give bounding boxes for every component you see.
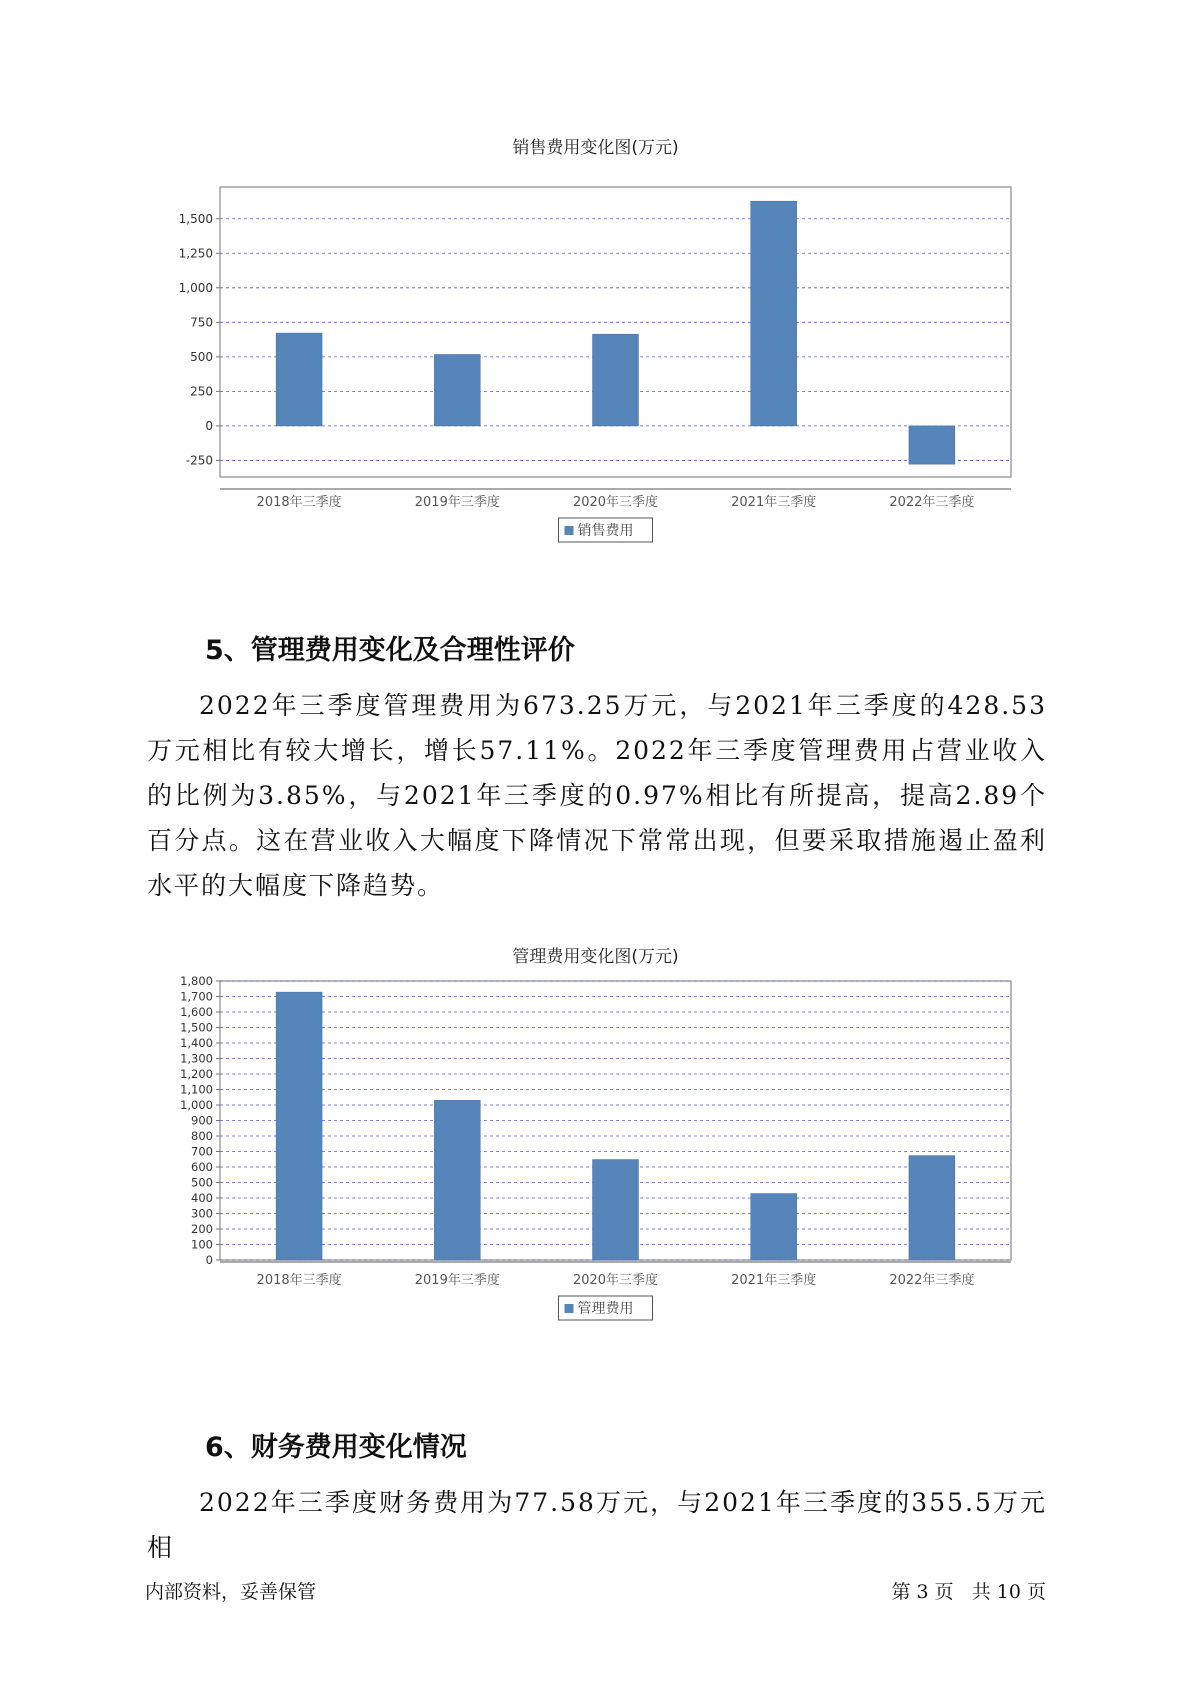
x-tick-label: 2018年三季度 [256,495,342,510]
y-tick-label: 1,800 [180,974,213,988]
x-tick-label: 2021年三季度 [731,495,817,510]
y-tick-label: 1,200 [180,1067,213,1081]
section-5-text: 2022年三季度管理费用为673.25万元，与2021年三季度的428.53万元相比有较大增长，增长57.11%。2022年三季度管理费用占营业收入的比例为3.85%，与2021年三季度的0.97%相比有所提高，提高2.89个百分点。这在营业收入大幅度下降情况下常常出现，但要采取措施遏止盈利水平的大幅度下降趋势。 [147,691,1047,900]
section-5-heading: 5、管理费用变化及合理性评价 [205,635,575,666]
x-tick-label: 2020年三季度 [572,1273,659,1288]
y-tick-label: 1,100 [180,1082,213,1097]
x-tick-label: 2020年三季度 [572,495,659,510]
y-tick-label: 500 [190,349,213,364]
bar [751,201,797,426]
admin-expense-chart [150,973,1030,1403]
section-6-text: 2022年三季度财务费用为77.58万元，与2021年三季度的355.5万元相 [147,1488,1047,1562]
y-tick-label: 1,600 [180,1005,213,1019]
legend [559,1296,653,1320]
y-tick-label: 0 [205,418,213,433]
y-tick-label: 1,500 [178,211,213,226]
y-tick-label: 700 [191,1144,213,1159]
section-6-paragraph [147,1480,1047,1570]
y-tick-label: 0 [205,1253,213,1267]
y-tick-label: 250 [190,384,213,399]
bar [909,426,955,464]
x-tick-label: 2022年三季度 [889,1273,975,1288]
y-tick-label: 600 [191,1160,213,1174]
y-tick-label: 1,400 [180,1036,213,1050]
plot-area [220,187,1011,477]
y-tick-label: 1,000 [178,280,213,295]
x-tick-label: 2018年三季度 [256,1273,342,1288]
y-tick-label: 400 [191,1191,213,1205]
bar [593,334,639,426]
legend-swatch [565,1304,574,1313]
y-tick-label: 1,700 [180,989,213,1004]
legend-label: 管理费用 [577,1301,634,1317]
y-tick-label: 800 [191,1129,213,1143]
bar [593,1160,639,1260]
sales-expense-chart [150,165,1030,550]
y-tick-label: 1,250 [178,246,213,261]
y-tick-label: 300 [191,1206,213,1221]
footer-page-number: 第 3 页 共 10 页 [891,1581,1046,1603]
bar [434,1100,480,1260]
y-tick-label: 1,000 [180,1098,213,1112]
footer-confidential-note: 内部资料，妥善保管 [145,1581,317,1603]
y-tick-label: 1,300 [180,1051,213,1066]
bar [751,1194,797,1260]
y-tick-label: 100 [191,1237,213,1252]
x-tick-label: 2022年三季度 [889,495,975,510]
x-tick-label: 2021年三季度 [731,1273,817,1288]
bar [909,1156,955,1260]
section-5-paragraph [147,683,1047,908]
y-tick-label: 500 [191,1175,213,1190]
bar [276,333,322,426]
sales-expense-chart-title: 销售费用变化图(万元) [512,138,679,158]
x-tick-label: 2019年三季度 [414,495,500,510]
bar [434,355,480,426]
y-tick-label: 200 [191,1222,213,1236]
admin-expense-chart-title: 管理费用变化图(万元) [512,947,679,967]
legend-swatch [565,526,574,535]
y-tick-label: 750 [190,315,213,330]
y-tick-label: 900 [191,1113,213,1128]
x-tick-label: 2019年三季度 [414,1273,500,1288]
legend-label: 销售费用 [577,523,634,539]
y-tick-label: 1,500 [180,1020,213,1035]
y-tick-label: -250 [185,453,213,468]
bar [276,992,322,1260]
section-6-heading: 6、财务费用变化情况 [205,1432,467,1463]
legend [559,518,653,542]
